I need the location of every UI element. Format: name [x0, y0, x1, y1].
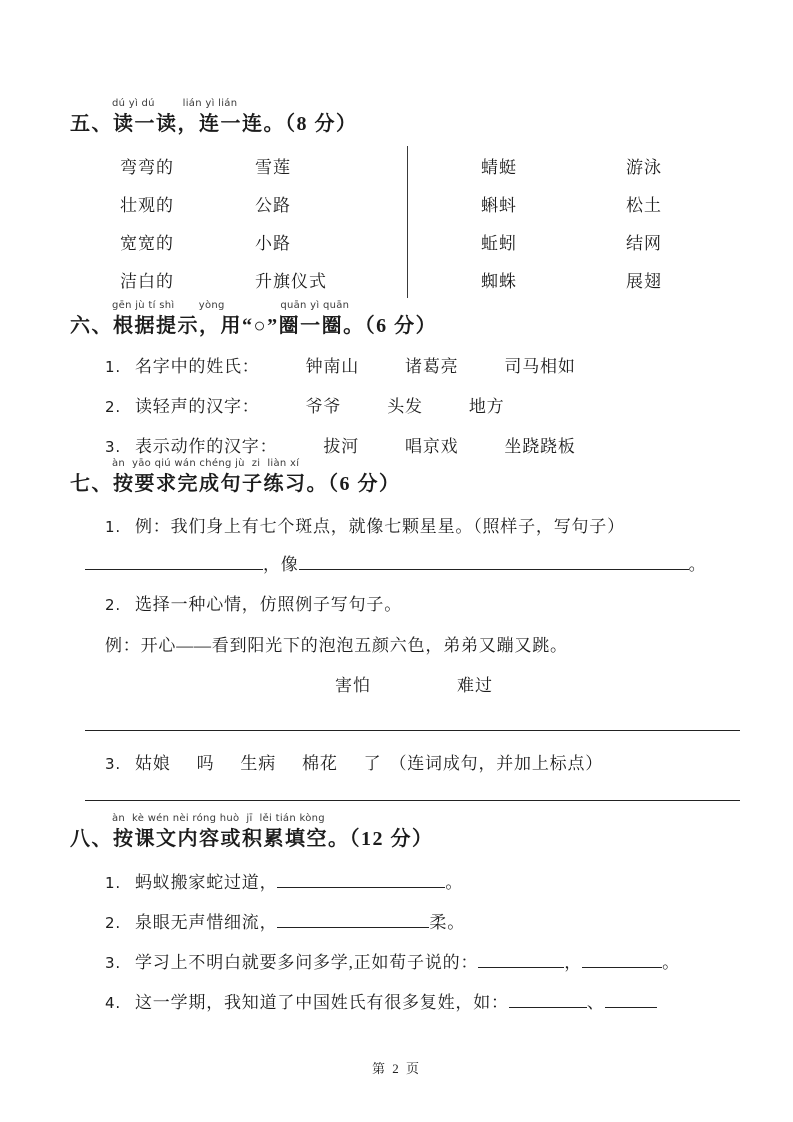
match-word-left: 壮观的: [120, 195, 174, 215]
match-word-right: 公路: [255, 195, 291, 215]
answer-blank: [582, 952, 662, 968]
match-word-left: 蚯蚓: [481, 233, 517, 253]
option-word: 钟南山: [305, 357, 360, 376]
question-text: 选择一种心情，仿照例子写句子。: [135, 595, 402, 614]
option-word: 爷爷: [305, 397, 342, 416]
word-list: [135, 754, 389, 773]
answer-blank: [509, 992, 587, 1008]
answer-line: [85, 730, 740, 731]
match-row: [481, 260, 742, 298]
option-word: 拔河: [323, 437, 360, 456]
answer-blank: [478, 952, 564, 968]
segment-text: 。: [688, 555, 707, 574]
answer-line: [85, 800, 740, 801]
match-row: [481, 146, 742, 184]
section8-pinyin: àn kè wén nèi róng huò jī lěi tián kòng: [112, 813, 325, 824]
question-number: 3.: [105, 755, 121, 773]
segment-text: 。: [662, 953, 680, 972]
segment-text: 学习上不明白就要多问多学,正如荀子说的：: [135, 953, 479, 972]
fill-row: [105, 991, 657, 1015]
option-word: 地方: [468, 397, 505, 416]
match-word-left: 宽宽的: [120, 233, 174, 253]
answer-blank: [277, 872, 445, 888]
matching-right-group: [408, 146, 742, 298]
fill-row: [105, 951, 680, 975]
scramble-word: 棉花: [302, 754, 338, 773]
segment-text: 这一学期，我知道了中国姓氏有很多复姓，如：: [135, 993, 509, 1012]
matching-exercise: [120, 146, 742, 298]
option-word: 坐跷跷板: [504, 437, 576, 456]
fill-row: [105, 911, 465, 935]
option-word: 诸葛亮: [405, 357, 459, 376]
question-number: 1.: [105, 358, 121, 376]
question-number: 2.: [105, 914, 121, 932]
match-word-left: 蝌蚪: [481, 195, 517, 215]
match-word-left: 洁白的: [120, 271, 174, 291]
answer-blank: [85, 554, 263, 570]
option-word: 司马相如: [504, 357, 576, 376]
segment-text: 蚂蚁搬家蛇过道，: [135, 873, 278, 892]
match-word-left: 弯弯的: [120, 157, 174, 177]
section8-title: 八、按课文内容或积累填空。（12 分）: [70, 828, 434, 850]
mood-choices: [335, 671, 493, 696]
section5-title: 五、读一读，连一连。（8 分）: [70, 113, 358, 135]
question-row: [105, 355, 576, 379]
match-word-right: 结网: [626, 233, 662, 253]
question-number: 1.: [105, 874, 121, 892]
section7-title: 七、按要求完成句子练习。（6 分）: [70, 473, 401, 495]
match-row: [481, 222, 742, 260]
answer-blank: [299, 554, 689, 570]
section5-pinyin: dú yì dú lián yì lián: [112, 98, 238, 109]
question-text: 例：我们身上有七个斑点，就像七颗星星。（照样子，写句子）: [135, 517, 625, 536]
match-word-left: 蜻蜓: [481, 157, 517, 177]
scramble-word: 生病: [240, 754, 277, 773]
match-word-right: 展翅: [626, 271, 662, 291]
match-row: [120, 260, 407, 298]
question-label: 名字中的姓氏：: [135, 357, 260, 376]
scramble-word: 姑娘: [135, 754, 171, 773]
question-row: [105, 435, 576, 459]
fill-row: [105, 871, 463, 895]
question-label: 读轻声的汉字：: [135, 397, 260, 416]
question-row: [105, 395, 504, 419]
match-row: [120, 222, 407, 260]
scramble-word: 了: [363, 754, 382, 773]
question-number: 2.: [105, 398, 121, 416]
segment-text: 泉眼无声惜细流，: [135, 913, 278, 932]
question-number: 3.: [105, 438, 121, 456]
mood-choice: 害怕: [335, 676, 371, 695]
match-row: [481, 184, 742, 222]
scramble-word: 吗: [196, 754, 215, 773]
section-8: [70, 813, 742, 1033]
question-number: 3.: [105, 954, 121, 972]
option-word: 头发: [387, 397, 423, 416]
section7-pinyin: àn yāo qiú wán chéng jù zi liàn xí: [112, 458, 300, 469]
question-row-3: [105, 752, 603, 776]
segment-text: ，: [564, 953, 583, 972]
match-word-left: 蜘蛛: [481, 271, 517, 291]
answer-blank: [605, 992, 657, 1008]
answer-fill-line: [85, 550, 706, 575]
section-6: [70, 300, 742, 458]
match-row: [120, 184, 407, 222]
example-sentence: 例：开心——看到阳光下的泡泡五颜六色，弟弟又蹦又跳。: [105, 636, 568, 655]
page-number: 第 2 页: [371, 1061, 421, 1076]
match-word-right: 小路: [255, 233, 291, 253]
match-word-right: 游泳: [626, 157, 662, 177]
segment-text: 。: [445, 873, 464, 892]
question-row-1: [105, 515, 625, 539]
section6-title: 六、根据提示，用“○”圈一圈。（6 分）: [70, 315, 438, 337]
match-word-right: 升旗仪式: [255, 271, 327, 291]
question-number: 1.: [105, 518, 121, 536]
section-7: [70, 458, 742, 813]
answer-blank: [277, 912, 429, 928]
question-note: （连词成句，并加上标点）: [389, 754, 604, 773]
match-word-right: 雪莲: [255, 157, 291, 177]
segment-text: 、: [586, 993, 605, 1012]
mood-choice: 难过: [457, 676, 493, 695]
section6-pinyin: gēn jù tí shì yòng quān yì quān: [112, 300, 350, 311]
option-word: 唱京戏: [405, 437, 459, 456]
segment-text: 柔。: [429, 913, 466, 932]
question-number: 4.: [105, 994, 121, 1012]
matching-left-group: [120, 146, 408, 298]
section-5: [70, 98, 742, 298]
question-row-2: [105, 593, 402, 617]
question-number: 2.: [105, 596, 121, 614]
segment-text: ，像: [263, 555, 299, 574]
match-word-right: 松土: [626, 195, 662, 215]
question-label: 表示动作的汉字：: [135, 437, 278, 456]
match-row: [120, 146, 407, 184]
